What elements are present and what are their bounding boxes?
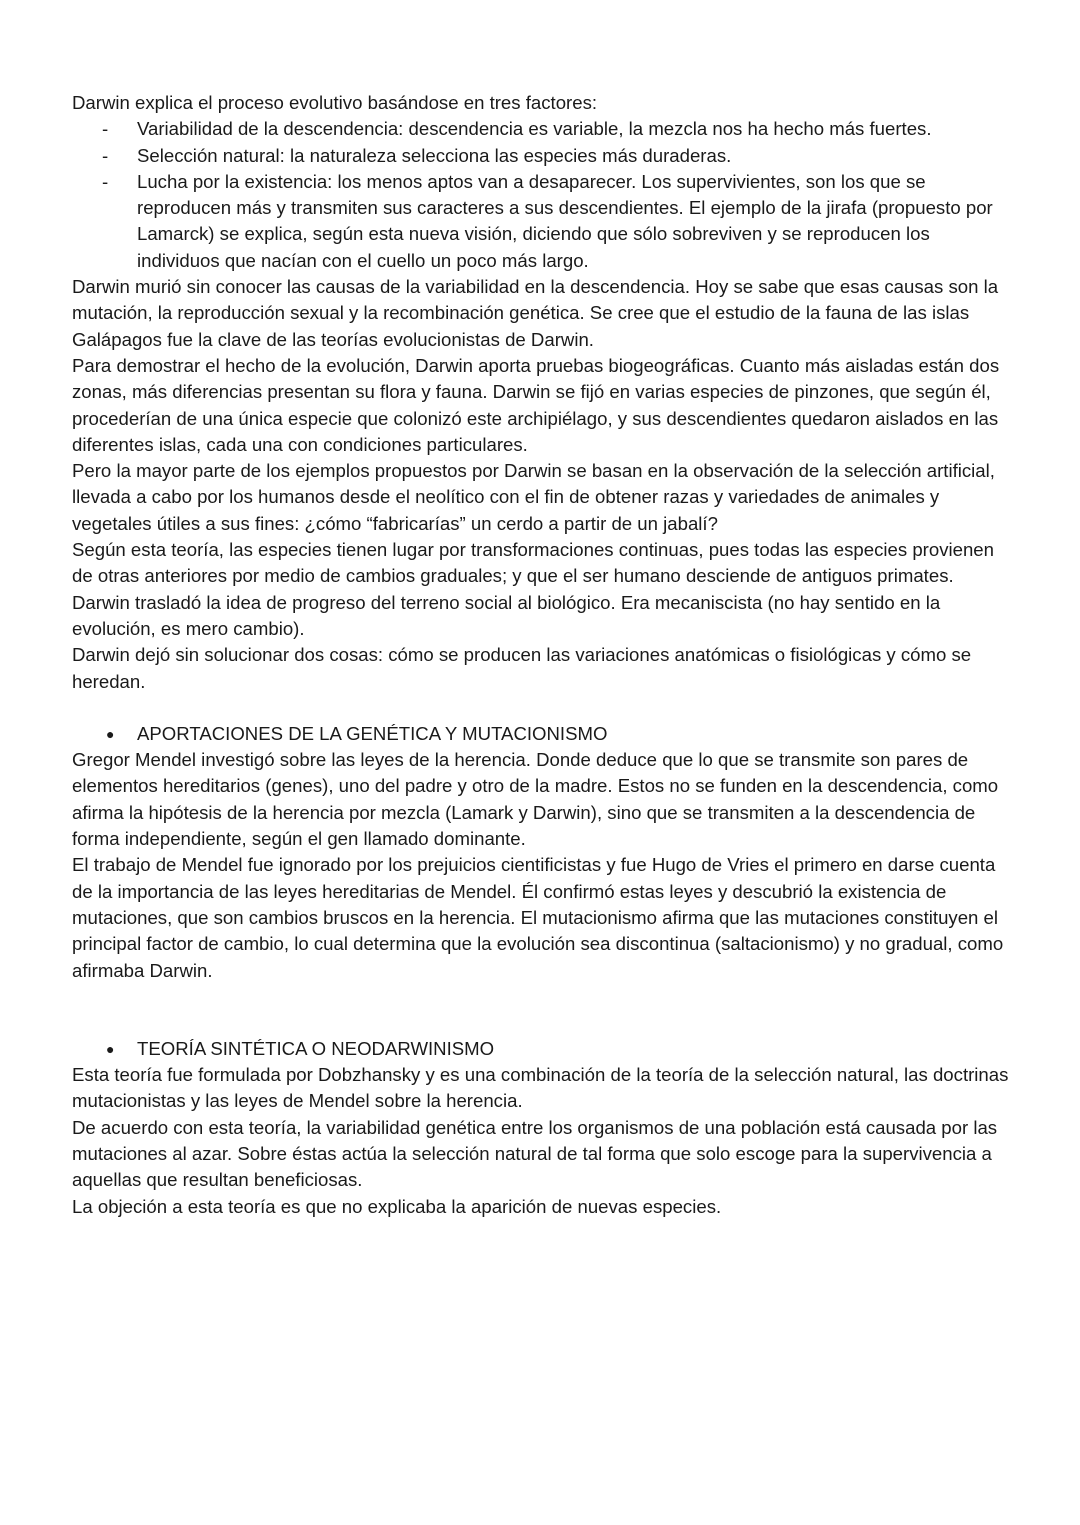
dash-marker: - xyxy=(102,170,109,192)
spacer xyxy=(72,695,1012,721)
body-paragraph: Pero la mayor parte de los ejemplos propuestos por Darwin se basan en la observación de la selección artificial, llevada a cabo por los humanos desde el neolítico con el fin de obtener razas y variedades de animales y vegetales útiles a sus fines: ¿cómo “fabricarías” un cerdo a partir de un jabalí? xyxy=(72,460,995,534)
list-item xyxy=(102,169,1012,274)
factor-text: Selección natural: la naturaleza selecciona las especies más duraderas. xyxy=(137,144,732,166)
list-item xyxy=(102,143,1012,169)
body-paragraph: La objeción a esta teoría es que no explicaba la aparición de nuevas especies. xyxy=(72,1195,722,1217)
bullet-icon: ● xyxy=(106,1040,115,1057)
intro-paragraph: Darwin explica el proceso evolutivo basándose en tres factores: xyxy=(72,92,598,113)
body-paragraph: Darwin dejó sin solucionar dos cosas: cómo se producen las variaciones anatómicas o fisiológicas y cómo se heredan. xyxy=(72,644,972,692)
body-paragraph: El trabajo de Mendel fue ignorado por los prejuicios cientificistas y fue Hugo de Vries el primero en darse cuenta de la importancia de las leyes hereditarias de Mendel. Él confirmó estas leyes y descubrió la existencia de mutaciones, que son cambios bruscos en la herencia. El mutacionismo afirma que las mutaciones constituyen el principal factor de cambio, lo cual determina que la evolución sea discontinua (saltacionismo) y no gradual, como afirmaba Darwin. xyxy=(72,854,1004,981)
document-page xyxy=(72,90,1012,1220)
body-paragraph: De acuerdo con esta teoría, la variabilidad genética entre los organismos de una población está causada por las mutaciones al azar. Sobre éstas actúa la selección natural de tal forma que solo escoge para la supervivencia a aquellas que resultan beneficiosas. xyxy=(72,1116,998,1191)
dash-marker: - xyxy=(102,144,109,166)
section-heading-synthetic xyxy=(72,1036,1012,1062)
factor-text: Variabilidad de la descendencia: descendencia es variable, la mezcla nos ha hecho más fuertes. xyxy=(137,118,932,140)
body-paragraph: Gregor Mendel investigó sobre las leyes de la herencia. Donde deduce que lo que se transmite son pares de elementos hereditarios (genes), uno del padre y otro de la madre. Estos no se funden en la descendencia, como afirma la hipótesis de la herencia por mezcla (Lamark y Darwin), sino que se transmiten a la descendencia de forma independiente, según el gen llamado dominante. xyxy=(72,749,999,850)
body-paragraph: Darwin murió sin conocer las causas de la variabilidad en la descendencia. Hoy se sabe que esas causas son la mutación, la reproducción sexual y la recombinación genética. Se cree que el estudio de la fauna de las islas Galápagos fue la clave de las teorías evolucionistas de Darwin. xyxy=(72,276,999,350)
body-paragraph: Darwin trasladó la idea de progreso del terreno social al biológico. Era mecaniscista (no hay sentido en la evolución, es mero cambio). xyxy=(72,591,941,639)
body-paragraph: Para demostrar el hecho de la evolución, Darwin aporta pruebas biogeográficas. Cuanto más aisladas están dos zonas, más diferencias presentan su flora y fauna. Darwin se fijó en varias especies de pinzones, que según él, procederían de una única especie que colonizó este archipiélago, y sus descendientes quedaron aislados en las diferentes islas, cada una con condiciones particulares. xyxy=(72,354,1000,455)
body-paragraph: Esta teoría fue formulada por Dobzhansky y es una combinación de la teoría de la selección natural, las doctrinas mutacionistas y las leyes de Mendel sobre la herencia. xyxy=(72,1064,1009,1112)
spacer xyxy=(72,984,1012,1036)
list-item xyxy=(102,116,1012,142)
section-heading-text: TEORÍA SINTÉTICA O NEODARWINISMO xyxy=(137,1037,495,1059)
bullet-icon: ● xyxy=(106,725,115,742)
section-heading-text: APORTACIONES DE LA GENÉTICA Y MUTACIONISMO xyxy=(137,722,608,744)
dash-marker: - xyxy=(102,118,109,140)
factors-list xyxy=(72,116,1012,274)
body-paragraph: Según esta teoría, las especies tienen lugar por transformaciones continuas, pues todas las especies provienen de otras anteriores por medio de cambios graduales; y que el ser humano desciende de antiguos primates. xyxy=(72,539,994,587)
factor-text: Lucha por la existencia: los menos aptos van a desaparecer. Los supervivientes, son los que se reproducen más y transmiten sus caracteres a sus descendientes. El ejemplo de la jirafa (propuesto por Lamarck) se explica, según esta nueva visión, diciendo que sólo sobreviven y se reproducen los individuos que nacían con el cuello un poco más largo. xyxy=(137,170,993,271)
section-heading-genetics xyxy=(72,721,1012,747)
